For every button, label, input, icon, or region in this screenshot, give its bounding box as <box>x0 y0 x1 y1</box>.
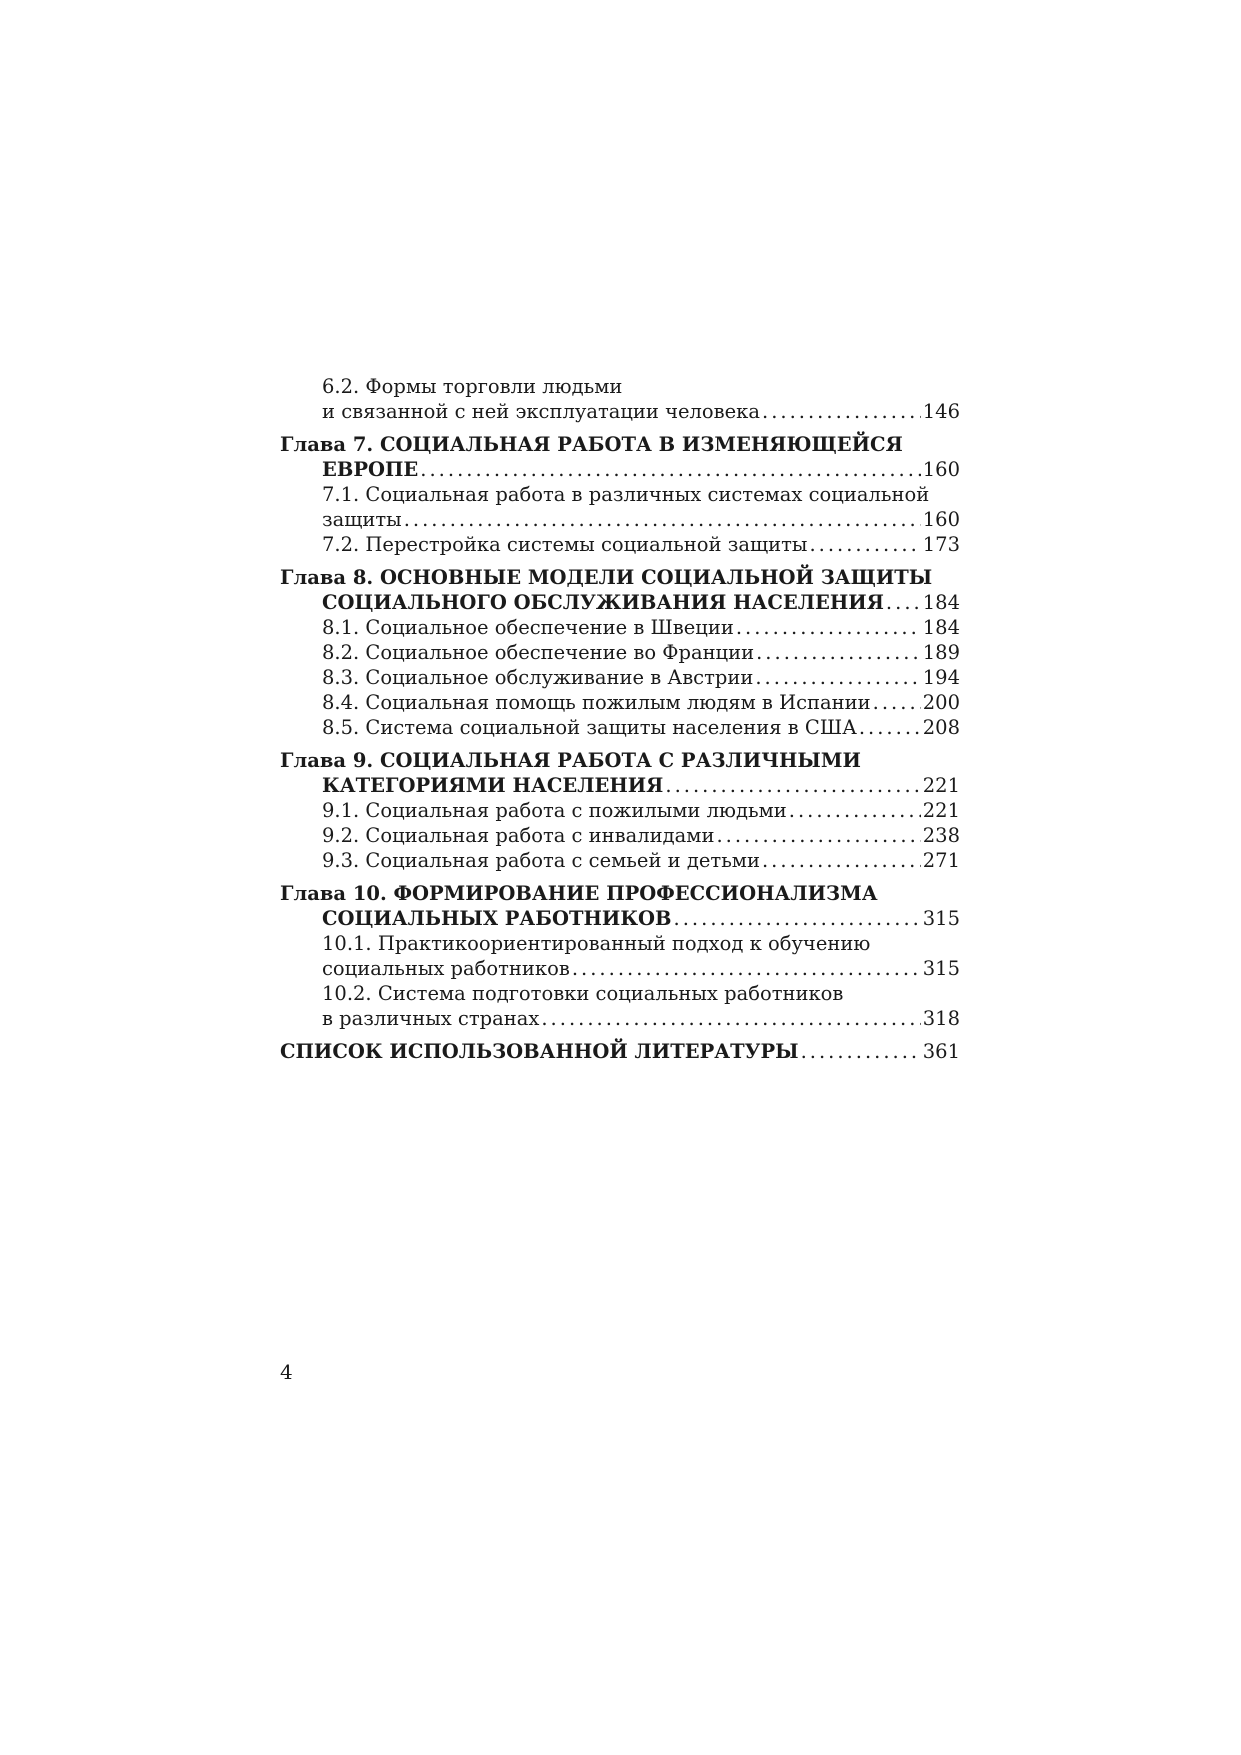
toc-page-number: 208 <box>922 716 960 739</box>
toc-page-number: 189 <box>922 641 960 664</box>
toc-page-number: 315 <box>922 957 960 980</box>
toc-page-number: 221 <box>922 774 960 797</box>
toc-entry-title: и связанной с ней эксплуатации человека <box>322 400 760 423</box>
toc-entry-title: 10.1. Практикоориентированный подход к обучению <box>322 932 871 955</box>
toc-entry-10-1-line2[interactable] <box>280 956 960 981</box>
leader-dots <box>859 715 921 740</box>
toc-page-number: 271 <box>922 849 960 872</box>
toc-page-number: 146 <box>922 400 960 423</box>
toc-chapter-10-head[interactable] <box>280 881 960 906</box>
toc-chapter-7-head[interactable] <box>280 432 960 457</box>
leader-dots <box>572 956 921 981</box>
chapter-title: КАТЕГОРИЯМИ НАСЕЛЕНИЯ <box>322 774 664 797</box>
toc-entry-6-2-line1 <box>280 374 960 399</box>
toc-page-number: 160 <box>922 508 960 531</box>
toc-entry-title: 8.1. Социальное обеспечение в Швеции <box>322 616 734 639</box>
toc-entry-title: 9.3. Социальная работа с семьей и детьми <box>322 849 760 872</box>
chapter-title: Глава 8. ОСНОВНЫЕ МОДЕЛИ СОЦИАЛЬНОЙ ЗАЩИТЫ <box>280 566 933 589</box>
leader-dots <box>665 773 920 798</box>
chapter-title: Глава 7. СОЦИАЛЬНАЯ РАБОТА В ИЗМЕНЯЮЩЕЙСЯ <box>280 433 903 456</box>
toc-entry-9-2[interactable] <box>280 823 960 848</box>
toc-page-number: 184 <box>922 591 960 614</box>
toc-entry-title: 7.1. Социальная работа в различных системах социальной <box>322 483 930 506</box>
leader-dots <box>716 823 920 848</box>
toc-entry-title: 8.5. Система социальной защиты населения в США <box>322 716 857 739</box>
toc-chapter-7-tail[interactable] <box>280 457 960 482</box>
leader-dots <box>755 665 920 690</box>
leader-dots <box>762 399 921 424</box>
toc-entry-10-2-line1 <box>280 981 960 1006</box>
toc-entry-title: 8.3. Социальное обслуживание в Австрии <box>322 666 754 689</box>
toc-entry-10-2-line2[interactable] <box>280 1006 960 1031</box>
chapter-title: СОЦИАЛЬНЫХ РАБОТНИКОВ <box>322 907 672 930</box>
toc-entry-8-1[interactable] <box>280 615 960 640</box>
leader-dots <box>756 640 921 665</box>
leader-dots <box>420 457 920 482</box>
toc-entry-7-2[interactable] <box>280 532 960 557</box>
toc-chapter-8-tail[interactable] <box>280 590 960 615</box>
leader-dots <box>762 848 921 873</box>
toc-chapter-10-tail[interactable] <box>280 906 960 931</box>
toc-entry-7-1-line1 <box>280 482 960 507</box>
toc-entry-title: в различных странах <box>322 1007 540 1030</box>
toc-page-number: 315 <box>922 907 960 930</box>
chapter-title: СОЦИАЛЬНОГО ОБСЛУЖИВАНИЯ НАСЕЛЕНИЯ <box>322 591 884 614</box>
toc-page-number: 173 <box>922 533 960 556</box>
toc-entry-7-1-line2[interactable] <box>280 507 960 532</box>
toc-entry-10-1-line1 <box>280 931 960 956</box>
toc-entry-8-5[interactable] <box>280 715 960 740</box>
leader-dots <box>736 615 921 640</box>
chapter-title: ЕВРОПЕ <box>322 458 419 481</box>
leader-dots <box>674 906 921 931</box>
toc-page-number: 221 <box>922 799 960 822</box>
toc-entry-6-2-line2[interactable] <box>280 399 960 424</box>
table-of-contents <box>280 374 960 1064</box>
toc-entry-9-3[interactable] <box>280 848 960 873</box>
chapter-title: Глава 10. ФОРМИРОВАНИЕ ПРОФЕССИОНАЛИЗМА <box>280 882 878 905</box>
toc-entry-8-3[interactable] <box>280 665 960 690</box>
leader-dots <box>873 690 921 715</box>
toc-chapter-8-head[interactable] <box>280 565 960 590</box>
toc-entry-title: 6.2. Формы торговли людьми <box>322 375 623 398</box>
toc-entry-title: 8.2. Социальное обеспечение во Франции <box>322 641 755 664</box>
toc-entry-title: 7.2. Перестройка системы социальной защиты <box>322 533 808 556</box>
toc-entry-title: 9.1. Социальная работа с пожилыми людьми <box>322 799 787 822</box>
page-number: 4 <box>280 1360 293 1384</box>
toc-chapter-9-tail[interactable] <box>280 773 960 798</box>
chapter-title: Глава 9. СОЦИАЛЬНАЯ РАБОТА С РАЗЛИЧНЫМИ <box>280 749 861 772</box>
toc-entry-title: 8.4. Социальная помощь пожилым людям в Испании <box>322 691 871 714</box>
toc-page-number: 318 <box>922 1007 960 1030</box>
toc-page-number: 194 <box>922 666 960 689</box>
toc-entry-8-4[interactable] <box>280 690 960 715</box>
toc-chapter-9-head[interactable] <box>280 748 960 773</box>
toc-page-number: 361 <box>922 1040 960 1063</box>
leader-dots <box>886 590 921 615</box>
leader-dots <box>541 1006 920 1031</box>
toc-page-number: 200 <box>922 691 960 714</box>
leader-dots <box>801 1039 921 1064</box>
leader-dots <box>789 798 921 823</box>
bibliography-title: СПИСОК ИСПОЛЬЗОВАННОЙ ЛИТЕРАТУРЫ <box>280 1040 799 1063</box>
toc-bibliography[interactable] <box>280 1039 960 1064</box>
leader-dots <box>809 532 920 557</box>
toc-page-number: 184 <box>922 616 960 639</box>
toc-entry-title: социальных работников <box>322 957 570 980</box>
leader-dots <box>404 507 921 532</box>
toc-entry-title: 9.2. Социальная работа с инвалидами <box>322 824 715 847</box>
toc-page-number: 238 <box>922 824 960 847</box>
toc-entry-title: защиты <box>322 508 402 531</box>
toc-entry-9-1[interactable] <box>280 798 960 823</box>
toc-entry-8-2[interactable] <box>280 640 960 665</box>
toc-page-number: 160 <box>922 458 960 481</box>
toc-entry-title: 10.2. Система подготовки социальных работников <box>322 982 844 1005</box>
